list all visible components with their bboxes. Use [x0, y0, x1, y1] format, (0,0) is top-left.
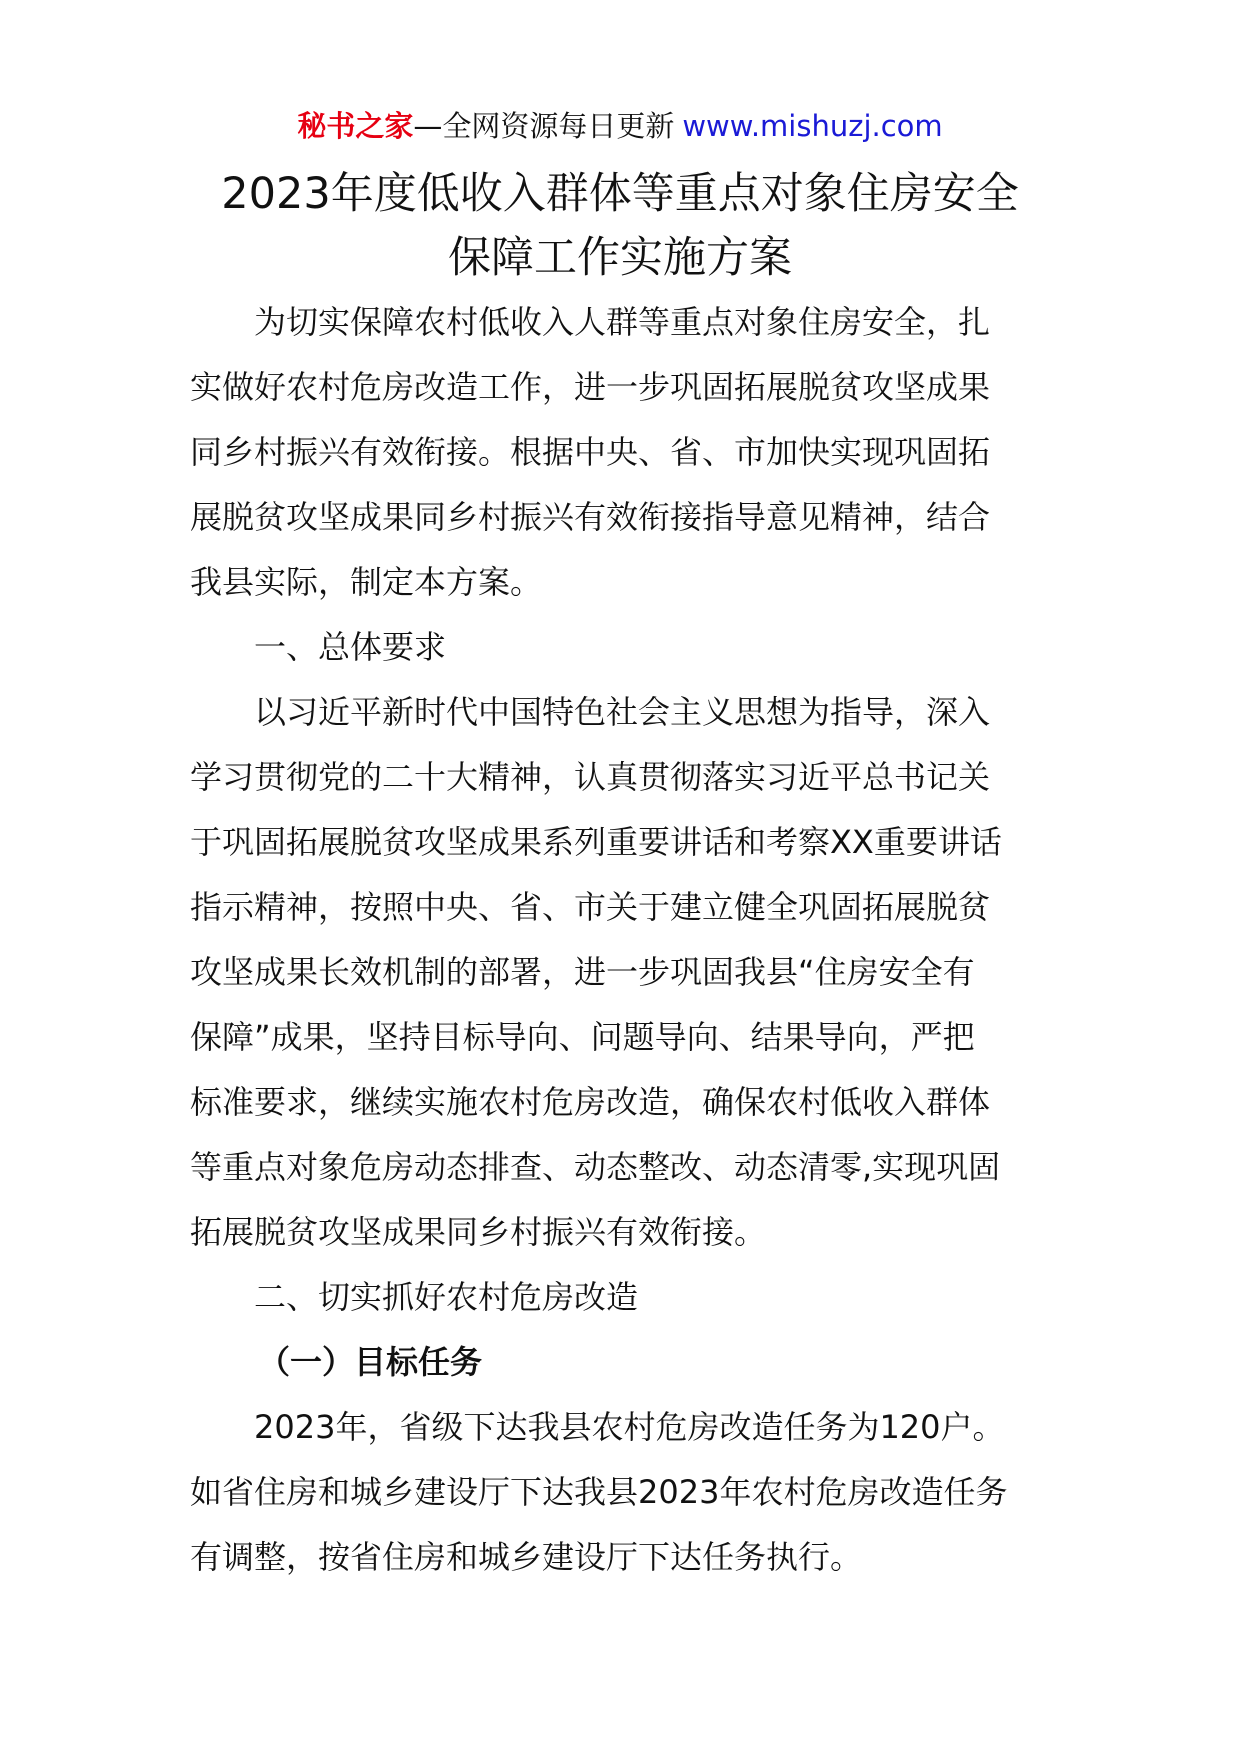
- section1-line: 攻坚成果长效机制的部署，进一步巩固我县“住房安全有: [190, 953, 975, 991]
- site-url-link[interactable]: www.mishuzj.com: [682, 109, 943, 143]
- intro-line: 同乡村振兴有效衔接。根据中央、省、市加快实现巩固拓: [190, 433, 991, 471]
- section-heading-dangerous-housing: 二、切实抓好农村危房改造: [254, 1278, 639, 1316]
- section1-line: 等重点对象危房动态排查、动态整改、动态清零,实现巩固: [190, 1148, 1001, 1186]
- section1-line: 于巩固拓展脱贫攻坚成果系列重要讲话和考察XX重要讲话: [190, 823, 1002, 861]
- brand-name: 秘书之家: [297, 109, 414, 143]
- document-title-line-2: 保障工作实施方案: [448, 233, 792, 283]
- section1-line: 指示精神，按照中央、省、市关于建立健全巩固拓展脱贫: [190, 888, 991, 926]
- intro-line: 为切实保障农村低收入人群等重点对象住房安全，扎: [254, 303, 991, 341]
- section1-line: 拓展脱贫攻坚成果同乡村振兴有效衔接。: [190, 1213, 767, 1251]
- intro-line: 展脱贫攻坚成果同乡村振兴有效衔接指导意见精神，结合: [190, 498, 991, 536]
- section-heading-general-requirements: 一、总体要求: [254, 628, 447, 666]
- section1-line: 保障”成果，坚持目标导向、问题导向、结果导向，严把: [190, 1018, 975, 1056]
- site-header: [0, 106, 1240, 146]
- subsection1-line: 有调整，按省住房和城乡建设厅下达任务执行。: [190, 1538, 863, 1576]
- intro-line: 实做好农村危房改造工作，进一步巩固拓展脱贫攻坚成果: [190, 368, 991, 406]
- section1-line: 学习贯彻党的二十大精神，认真贯彻落实习近平总书记关: [190, 758, 991, 796]
- section1-line: 以习近平新时代中国特色社会主义思想为指导，深入: [254, 693, 991, 731]
- section1-line: 标准要求，继续实施农村危房改造，确保农村低收入群体: [190, 1083, 991, 1121]
- subsection-heading-target-tasks: （一）目标任务: [258, 1343, 483, 1381]
- document-body: [190, 290, 1050, 1590]
- subsection1-line: 2023年，省级下达我县农村危房改造任务为120户。: [254, 1408, 1005, 1446]
- intro-line: 我县实际，制定本方案。: [190, 563, 543, 601]
- document-title-line-1: 2023年度低收入群体等重点对象住房安全: [221, 169, 1019, 219]
- subsection1-line: 如省住房和城乡建设厅下达我县2023年农村危房改造任务: [190, 1473, 1008, 1511]
- header-tagline: —全网资源每日更新: [413, 109, 675, 143]
